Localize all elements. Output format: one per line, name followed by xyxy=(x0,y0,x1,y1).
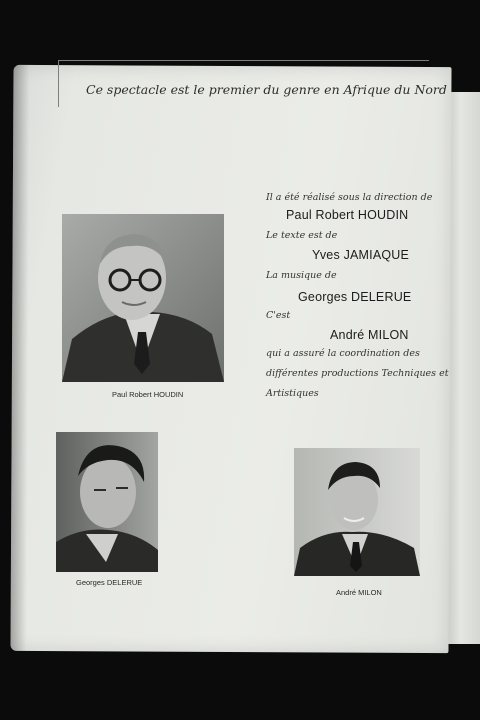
credit-coord-line3: Artistiques xyxy=(266,388,319,399)
credit-writer: Yves JAMIAQUE xyxy=(312,248,410,262)
spine-shadow xyxy=(10,65,29,651)
credit-coord-line1: qui a assuré la coordination des xyxy=(266,348,420,359)
credit-text-intro: Le texte est de xyxy=(266,230,338,241)
portrait-milon xyxy=(294,448,420,576)
credit-coord-line2: différentes productions Techniques et xyxy=(266,368,449,379)
credit-composer: Georges DELERUE xyxy=(298,290,412,304)
credit-cest: C'est xyxy=(266,310,291,321)
next-page-edge xyxy=(446,92,480,644)
portrait-delerue xyxy=(56,432,158,572)
headline: Ce spectacle est le premier du genre en Afrique du Nord xyxy=(86,82,447,97)
portrait-houdin xyxy=(62,214,224,382)
credit-intro: Il a été réalisé sous la direction de xyxy=(266,192,433,203)
caption-milon: André MILON xyxy=(336,588,382,597)
credit-director: Paul Robert HOUDIN xyxy=(286,208,409,222)
credit-coordinator: André MILON xyxy=(330,328,409,342)
caption-delerue: Georges DELERUE xyxy=(76,578,143,587)
caption-houdin: Paul Robert HOUDIN xyxy=(112,390,184,399)
credit-music-intro: La musique de xyxy=(266,270,337,281)
